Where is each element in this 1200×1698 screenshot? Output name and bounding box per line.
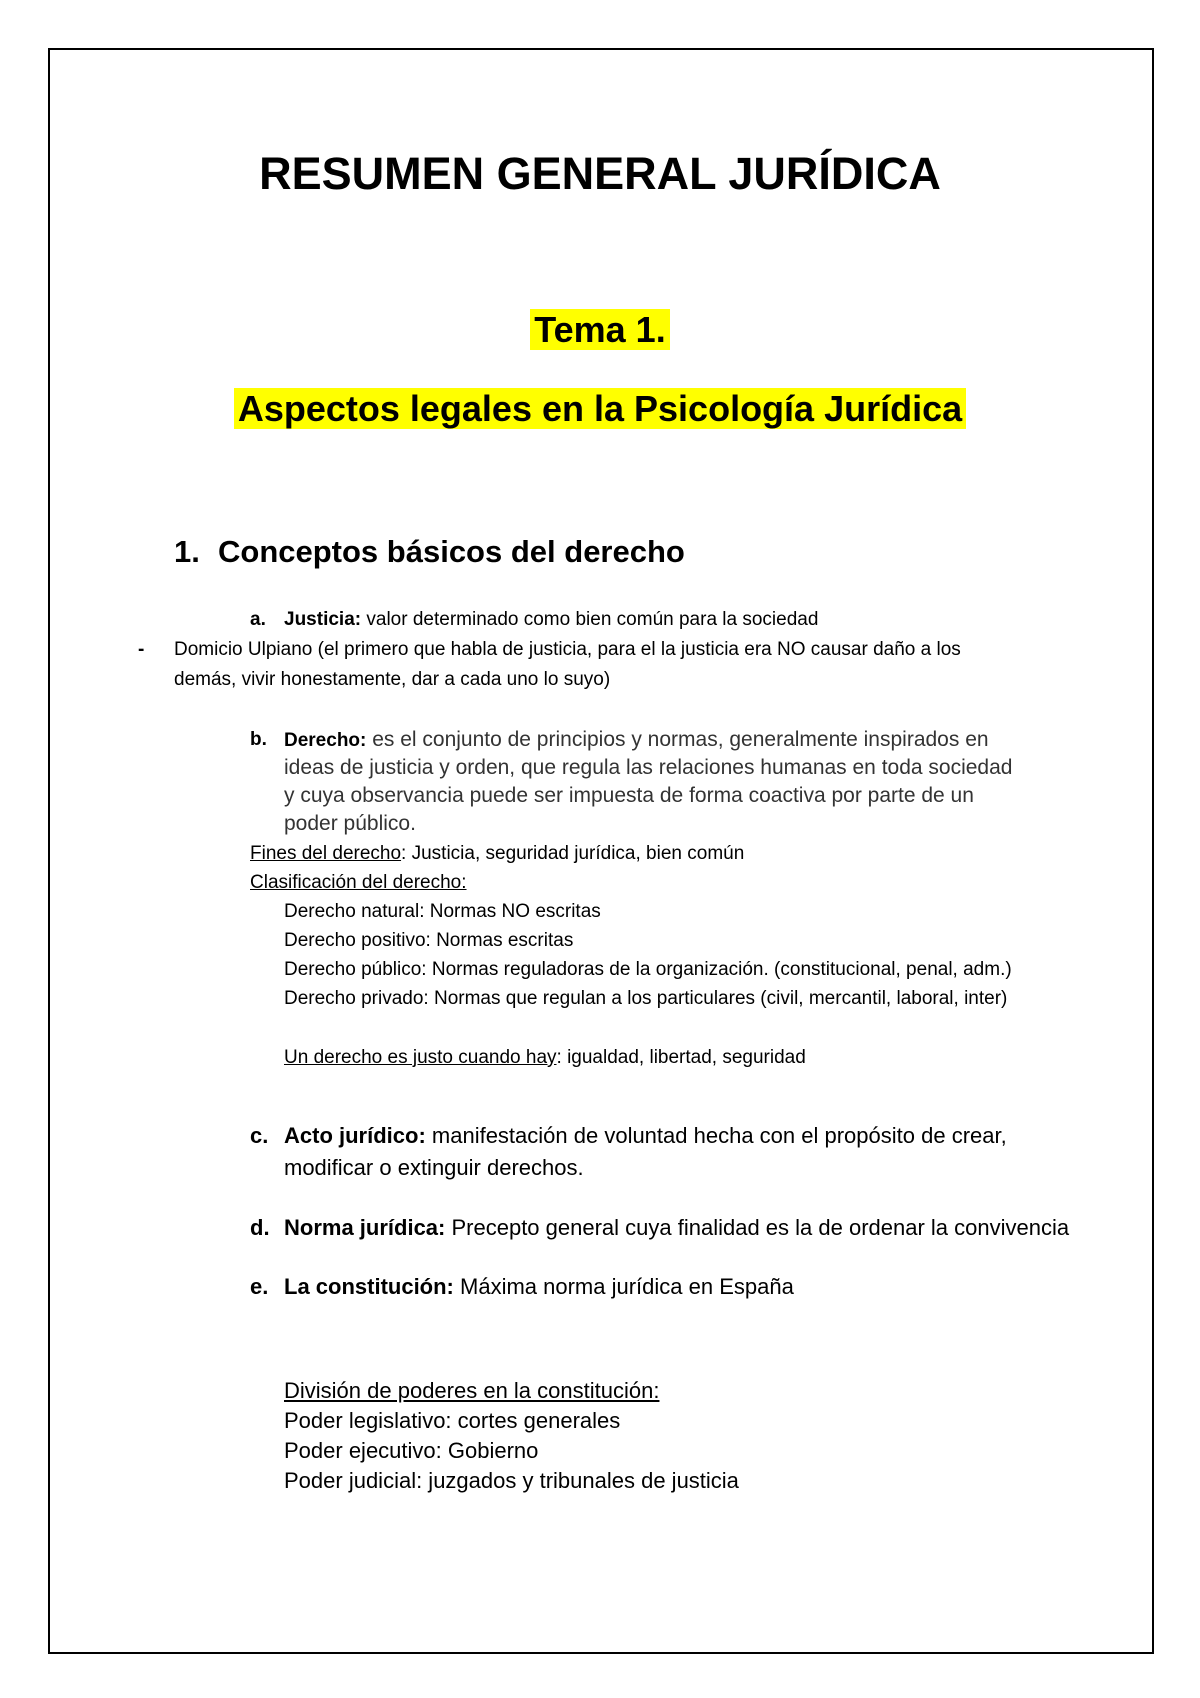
item-c-emph: manifestación de voluntad [425,1123,688,1148]
bullet-marker: - [138,639,145,660]
item-b-line-3: y cuya observancia puede ser impuesta de forma coactiva por parte de un [284,784,974,807]
item-b-line-1: Derecho: es el conjunto de principios y normas, generalmente inspirados en [284,728,989,751]
item-a-text: valor determinado como bien común para la sociedad [361,609,819,630]
clasificacion-label: Clasificación del derecho: [250,872,467,893]
justo-line [284,1044,806,1072]
item-b-term: Derecho: [284,730,367,751]
topic-label: Tema 1. [530,309,669,350]
document-title: RESUMEN GENERAL JURÍDICA [259,148,941,199]
topic-title-row [0,384,1200,434]
item-a-marker: a. [250,609,266,630]
item-c-line-1: Acto jurídico: manifestación de voluntad hecha con el propósito de crear, [284,1123,1007,1148]
bullet-line-2: demás, vivir honestamente, dar a cada uno lo suyo) [174,669,611,690]
division-heading: División de poderes en la constitución: [284,1378,660,1403]
item-e-term: La constitución: [284,1274,454,1299]
division-line: Poder ejecutivo: Gobierno [284,1438,539,1463]
item-d-marker: d. [250,1215,270,1240]
bullet-line-1: Domicio Ulpiano (el primero que habla de justicia, para el la justicia era NO causar daño a los [174,639,961,660]
section-number: 1. [174,534,200,569]
item-a [284,606,818,634]
item-e-marker: e. [250,1274,269,1299]
clasificacion-item: Derecho positivo: Normas escritas [284,930,574,951]
justo-label: Un derecho es justo cuando hay [284,1047,557,1068]
section-title: Conceptos básicos del derecho [218,534,685,569]
fines-line [250,840,744,868]
fines-text: : Justicia, seguridad jurídica, bien común [401,843,745,864]
item-b-line-4: poder público. [284,812,416,835]
item-d [284,1212,1069,1244]
item-d-text: Precepto general cuya finalidad es la de ordenar la convivencia [445,1215,1070,1240]
clasificacion-item: Derecho natural: Normas NO escritas [284,901,601,922]
item-c-term: Acto jurídico: [284,1123,426,1148]
item-e [284,1271,794,1303]
section-heading [174,532,685,572]
item-c-line-2: modificar o extinguir derechos. [284,1155,584,1180]
item-b-line-2: ideas de justicia y orden, que regula las relaciones humanas en toda sociedad [284,756,1013,779]
item-d-term: Norma jurídica: [284,1215,446,1240]
item-a-term: Justicia: [284,609,362,630]
topic-title: Aspectos legales en la Psicología Jurídica [234,388,966,429]
clasificacion-item: Derecho público: Normas reguladoras de la organización. (constitucional, penal, adm.) [284,959,1012,980]
item-e-text: Máxima norma jurídica en España [453,1274,794,1299]
item-c-marker: c. [250,1123,269,1148]
item-b-marker: b. [250,729,267,750]
division-line: Poder legislativo: cortes generales [284,1408,621,1433]
justo-text: : igualdad, libertad, seguridad [556,1047,806,1068]
fines-label: Fines del derecho [250,843,402,864]
division-line: Poder judicial: juzgados y tribunales de justicia [284,1468,739,1493]
clasificacion-item: Derecho privado: Normas que regulan a los particulares (civil, mercantil, laboral, inter) [284,988,1008,1009]
topic-label-row [0,305,1200,355]
